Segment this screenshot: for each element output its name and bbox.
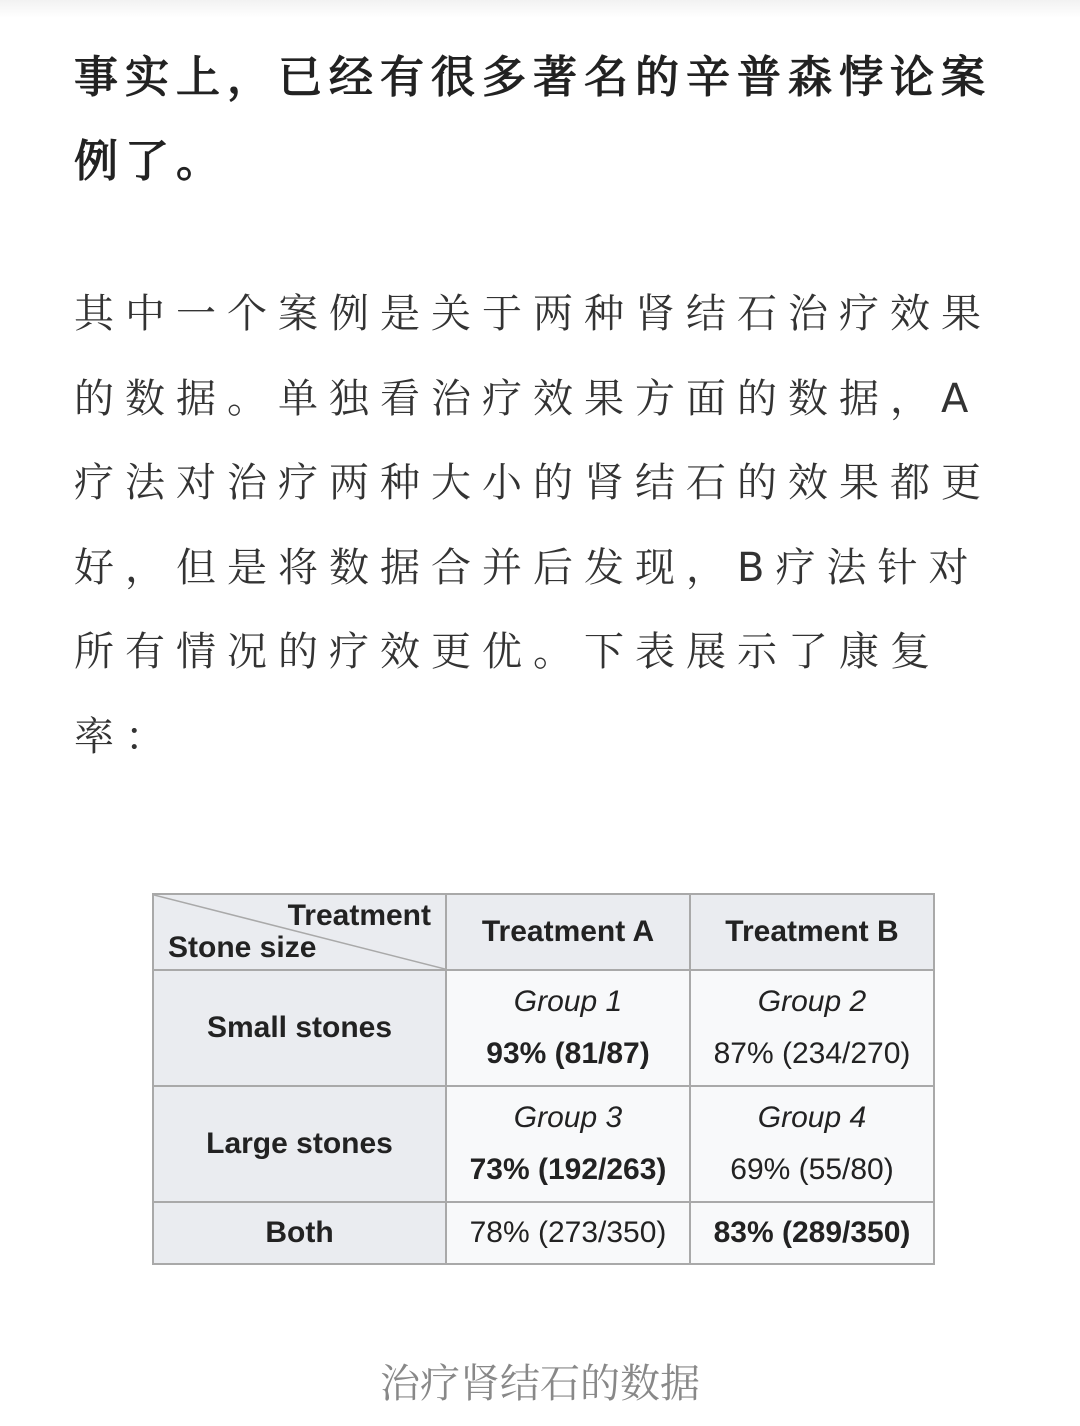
kidney-stone-table bbox=[152, 893, 935, 1265]
row-header-small-stones: Small stones bbox=[153, 970, 446, 1086]
body-paragraph: 其中一个案例是关于两种肾结石治疗效果的数据。单独看治疗效果方面的数据，A疗法对治疗两种大小的肾结石的效果都更好，但是将数据合并后发现，B疗法针对所有情况的疗效更优。下表展示了康复率： bbox=[74, 291, 992, 760]
cell-small-a bbox=[446, 970, 690, 1086]
recovery-rate: 87% (234/270) bbox=[713, 1037, 911, 1070]
recovery-rate: 83% (289/350) bbox=[713, 1216, 911, 1249]
cell-small-b bbox=[690, 970, 934, 1086]
table-row bbox=[153, 970, 934, 1086]
group-label: Group 4 bbox=[757, 1101, 867, 1134]
row-header-large-stones: Large stones bbox=[153, 1086, 446, 1202]
col-header-treatment-b: Treatment B bbox=[690, 894, 934, 970]
col-header-treatment-a: Treatment A bbox=[446, 894, 690, 970]
cell-both-a bbox=[446, 1202, 690, 1264]
group-label: Group 3 bbox=[513, 1101, 623, 1134]
recovery-rate: 69% (55/80) bbox=[730, 1153, 894, 1186]
section-heading: 事实上，已经有很多著名的辛普森悖论案例了。 bbox=[74, 52, 992, 187]
top-divider bbox=[0, 0, 1080, 18]
recovery-rate: 93% (81/87) bbox=[486, 1037, 650, 1070]
group-label: Group 1 bbox=[513, 985, 623, 1018]
table-row bbox=[153, 1202, 934, 1264]
cell-large-b bbox=[690, 1086, 934, 1202]
recovery-rate: 78% (273/350) bbox=[469, 1216, 667, 1249]
cell-both-b bbox=[690, 1202, 934, 1264]
recovery-rate: 73% (192/263) bbox=[469, 1153, 667, 1186]
group-label: Group 2 bbox=[757, 985, 867, 1018]
cell-large-a bbox=[446, 1086, 690, 1202]
table-caption: 治疗肾结石的数据 bbox=[380, 1361, 700, 1407]
table-row bbox=[153, 1086, 934, 1202]
corner-stone-size-label: Stone size bbox=[168, 931, 317, 964]
corner-treatment-label: Treatment bbox=[287, 899, 431, 932]
table-corner-header bbox=[153, 894, 446, 970]
row-header-both: Both bbox=[153, 1202, 446, 1264]
